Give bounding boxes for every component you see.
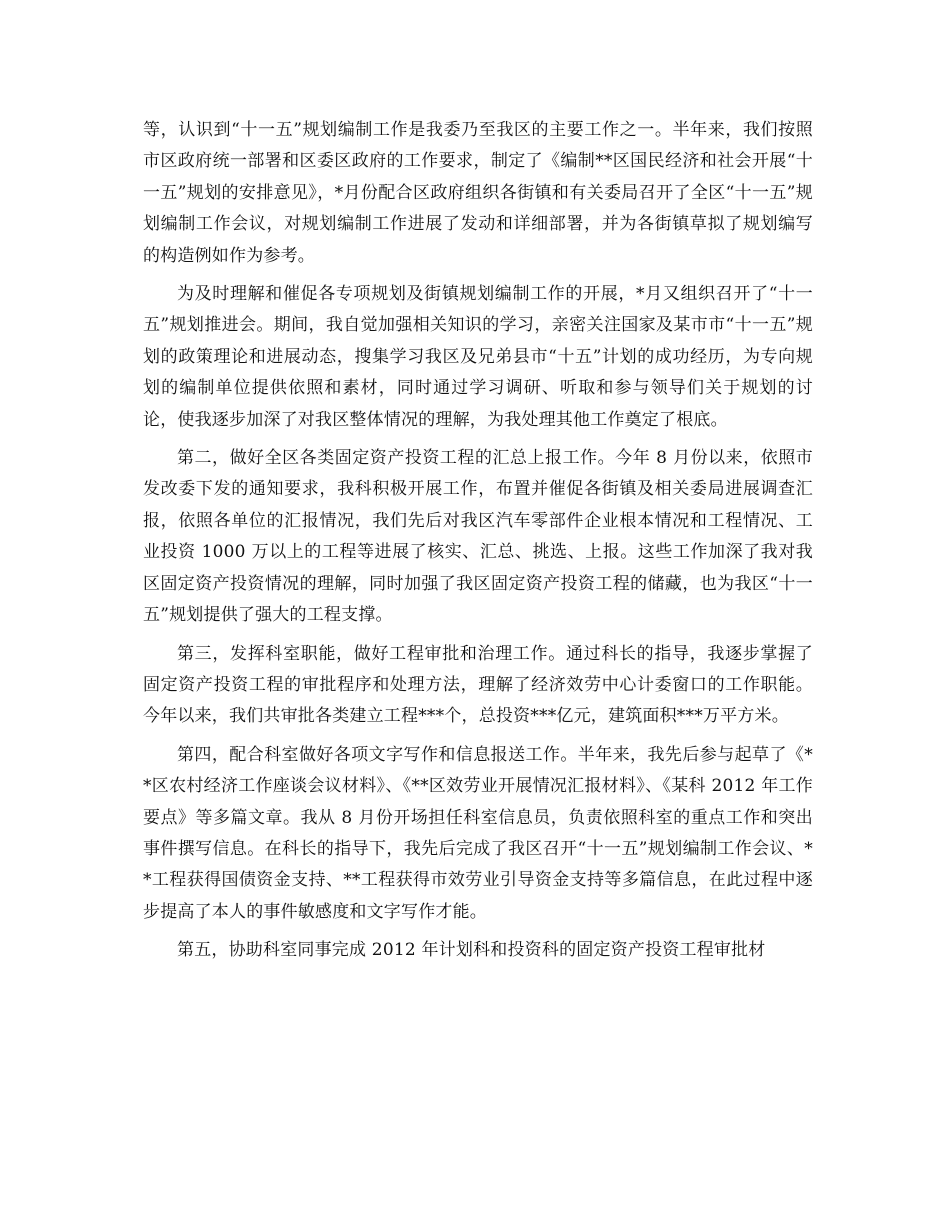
document-body (143, 115, 813, 974)
paragraph: 第三，发挥科室职能，做好工程审批和治理工作。通过科长的指导，我逐步掌握了固定资产投资工程的审批程序和处理方法，理解了经济效劳中心计委窗口的工作职能。今年以来，我们共审批各类建立工程***个，总投资***亿元，建筑面积***万平方米。 (143, 643, 813, 727)
paragraph: 为及时理解和催促各专项规划及街镇规划编制工作的开展，*月又组织召开了“十一五”规划推进会。期间，我自觉加强相关知识的学习，亲密关注国家及某市市“十一五”规划的政策理论和进展动态，搜集学习我区及兄弟县市“十五”计划的成功经历，为专向规划的编制单位提供依照和素材，同时通过学习调研、听取和参与领导们关于规划的讨论，使我逐步加深了对我区整体情况的理解，为我处理其他工作奠定了根底。 (143, 284, 813, 430)
paragraph: 等，认识到“十一五”规划编制工作是我委乃至我区的主要工作之一。半年来，我们按照市区政府统一部署和区委区政府的工作要求，制定了《编制**区国民经济和社会开展“十一五”规划的安排意见》，*月份配合区政府组织各街镇和有关委局召开了全区“十一五”规划编制工作会议，对规划编制工作进展了发动和详细部署，并为各街镇草拟了规划编写的构造例如作为参考。 (143, 120, 813, 266)
paragraph: 第五，协助科室同事完成 2012 年计划科和投资科的固定资产投资工程审批材 (177, 940, 766, 961)
paragraph: 第二，做好全区各类固定资产投资工程的汇总上报工作。今年 8 月份以来，依照市发改委下发的通知要求，我科积极开展工作，布置并催促各街镇及相关委局进展调查汇报，依照各单位的汇报情况，我们先后对我区汽车零部件企业根本情况和工程情况、工业投资 1000 万以上的工程等进展了核实、汇总、挑选、上报。这些工作加深了我对我区固定资产投资情况的理解，同时加强了我区固定资产投资工程的储藏，也为我区“十一五”规划提供了强大的工程支撑。 (143, 448, 813, 626)
paragraph: 第四，配合科室做好各项文字写作和信息报送工作。半年来，我先后参与起草了《**区农村经济工作座谈会议材料》、《**区效劳业开展情况汇报材料》、《某科 2012 年工作要点》等多篇文章。我从 8 月份开场担任科室信息员，负责依照科室的重点工作和突出事件撰写信息。在科长的指导下，我先后完成了我区召开“十一五”规划编制工作会议、**工程获得国债资金支持、**工程获得市效劳业引导资金支持等多篇信息，在此过程中逐步提高了本人的事件敏感度和文字写作才能。 (143, 744, 813, 922)
